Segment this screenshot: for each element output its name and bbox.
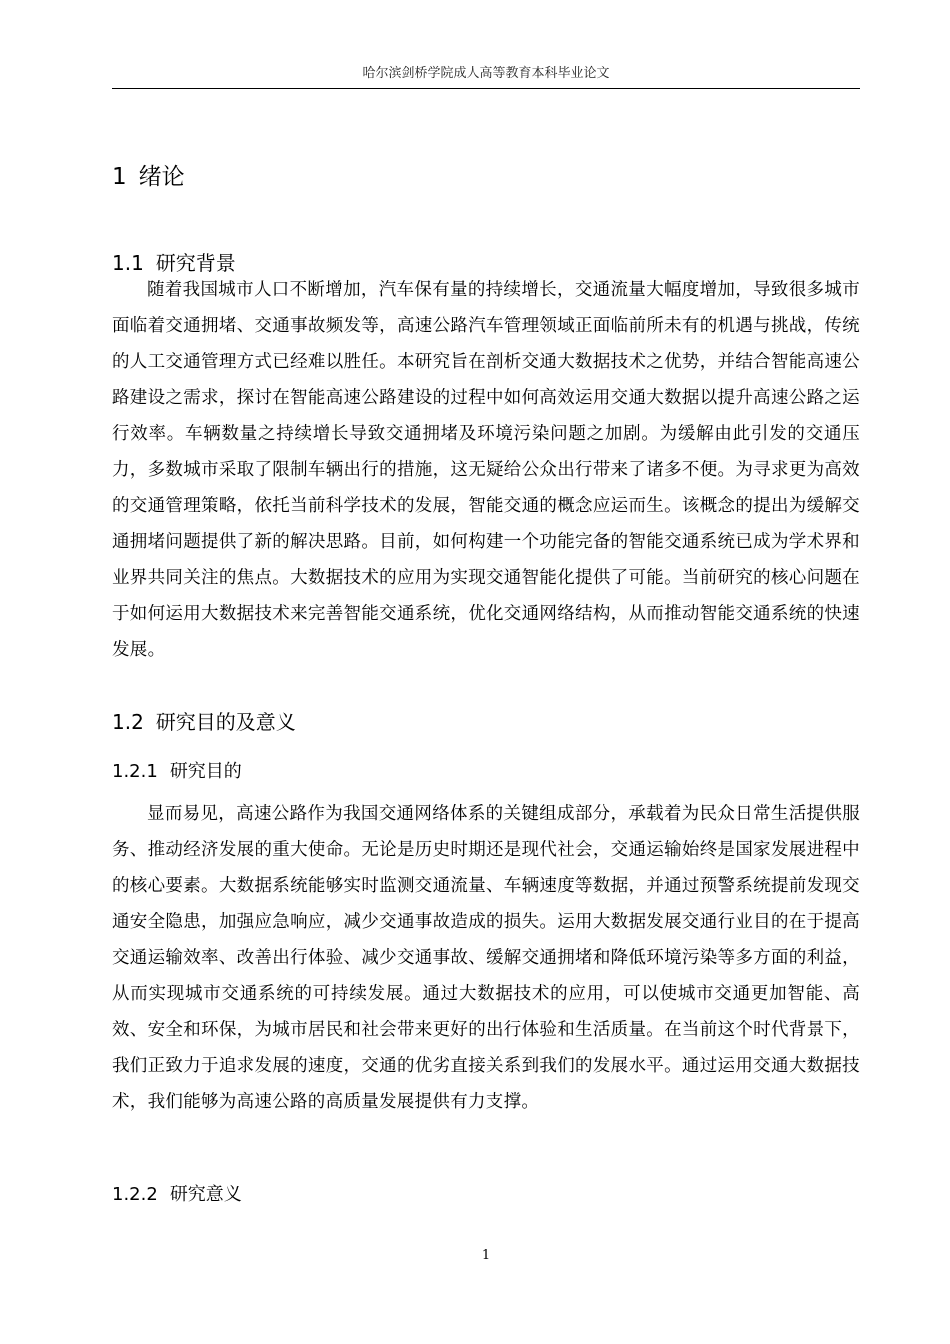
paragraph-research-background: 随着我国城市人口不断增加，汽车保有量的持续增长，交通流量大幅度增加，导致很多城市面临着交通拥堵、交通事故频发等，高速公路汽车管理领域正面临前所未有的机遇与挑战，传统的人工交通管理方式已经难以胜任。本研究旨在剖析交通大数据技术之优势，并结合智能高速公路建设之需求，探讨在智能高速公路建设的过程中如何高效运用交通大数据以提升高速公路之运行效率。车辆数量之持续增长导致交通拥堵及环境污染问题之加剧。为缓解由此引发的交通压力，多数城市采取了限制车辆出行的措施，这无疑给公众出行带来了诸多不便。为寻求更为高效的交通管理策略，依托当前科学技术的发展，智能交通的概念应运而生。该概念的提出为缓解交通拥堵问题提供了新的解决思路。目前，如何构建一个功能完备的智能交通系统已成为学术界和业界共同关注的焦点。大数据技术的应用为实现交通智能化提供了可能。当前研究的核心问题在于如何运用大数据技术来完善智能交通系统，优化交通网络结构，从而推动智能交通系统的快速发展。 bbox=[112, 280, 860, 660]
section-title: 研究背景 bbox=[155, 251, 236, 275]
header-divider bbox=[112, 88, 860, 89]
section-heading-1-2 bbox=[112, 707, 296, 737]
section-number: 1.1 bbox=[112, 251, 144, 275]
page-number: 1 bbox=[481, 1248, 491, 1263]
subsection-heading-1-2-2 bbox=[112, 1181, 242, 1209]
subsection-heading-1-2-1 bbox=[112, 758, 242, 786]
subsection-title: 研究目的 bbox=[169, 761, 242, 782]
subsection-number: 1.2.2 bbox=[112, 1184, 158, 1205]
subsection-title: 研究意义 bbox=[169, 1184, 242, 1205]
chapter-title: 绪论 bbox=[138, 164, 185, 190]
paragraph-research-purpose: 显而易见，高速公路作为我国交通网络体系的关键组成部分，承载着为民众日常生活提供服务、推动经济发展的重大使命。无论是历史时期还是现代社会，交通运输始终是国家发展进程中的核心要素。大数据系统能够实时监测交通流量、车辆速度等数据，并通过预警系统提前发现交通安全隐患，加强应急响应，减少交通事故造成的损失。运用大数据发展交通行业目的在于提高交通运输效率、改善出行体验、减少交通事故、缓解交通拥堵和降低环境污染等多方面的利益，从而实现城市交通系统的可持续发展。通过大数据技术的应用，可以使城市交通更加智能、高效、安全和环保，为城市居民和社会带来更好的出行体验和生活质量。在当前这个时代背景下，我们正致力于追求发展的速度，交通的优劣直接关系到我们的发展水平。通过运用交通大数据技术，我们能够为高速公路的高质量发展提供有力支撑。 bbox=[112, 804, 860, 1112]
section-number: 1.2 bbox=[112, 710, 144, 734]
chapter-number: 1 bbox=[112, 164, 127, 190]
page-header: 哈尔滨剑桥学院成人高等教育本科毕业论文 bbox=[362, 66, 610, 81]
subsection-number: 1.2.1 bbox=[112, 761, 158, 782]
chapter-heading bbox=[112, 160, 185, 194]
section-title: 研究目的及意义 bbox=[155, 710, 296, 734]
